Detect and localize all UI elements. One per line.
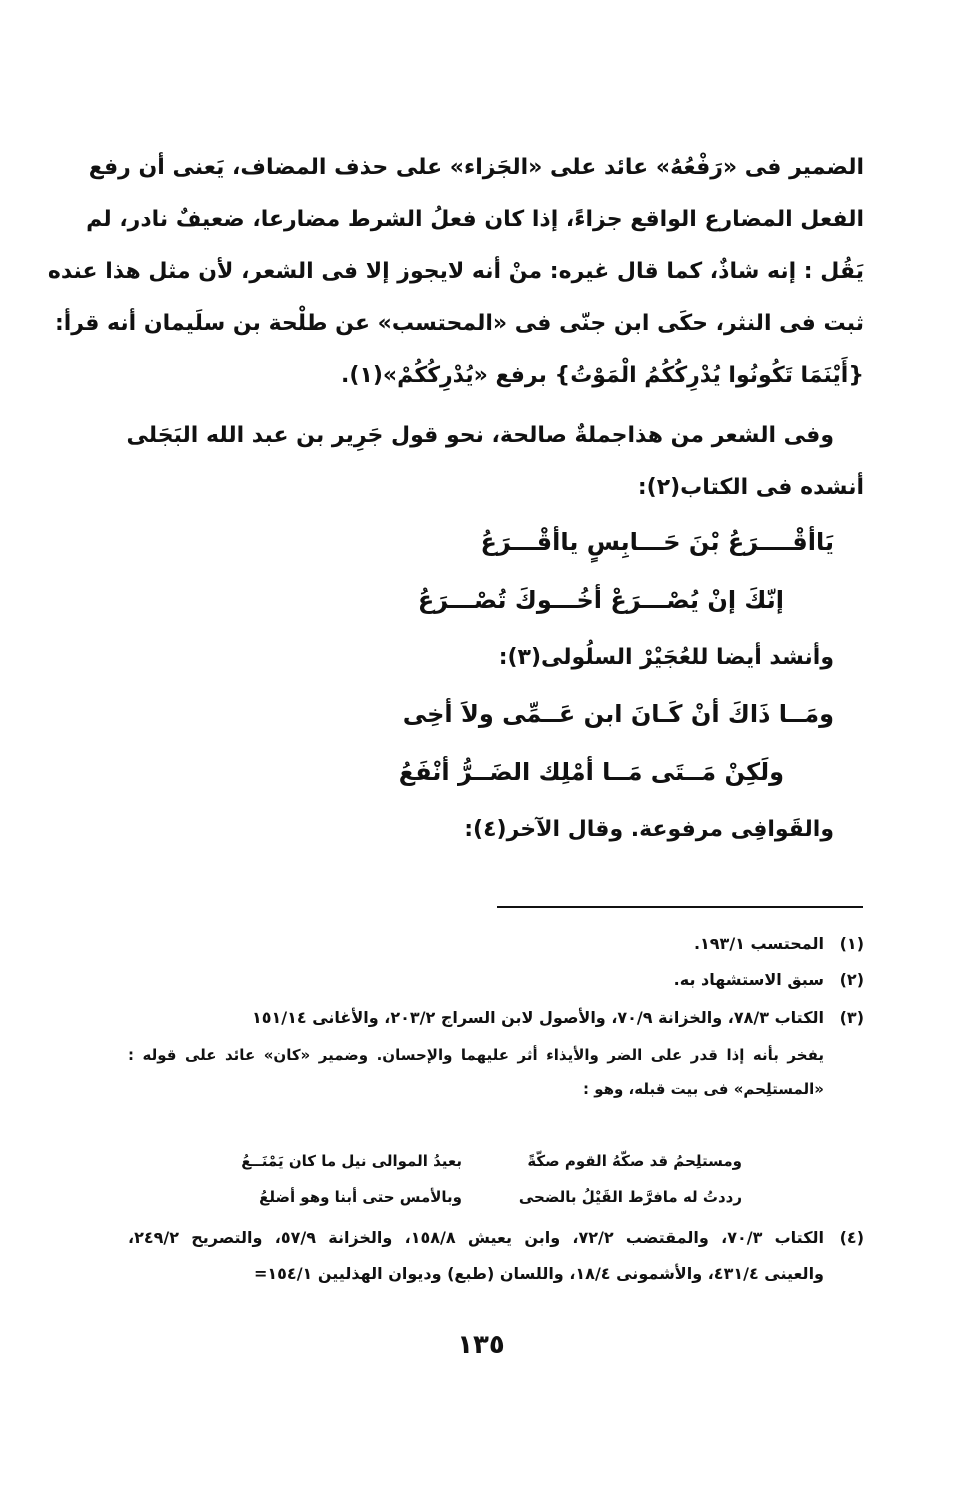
footnote-4 [128, 1228, 864, 1252]
footnote-2 [128, 970, 864, 994]
footnote-text: سبق الاستشهاد به. [673, 970, 824, 989]
footnote-text: المحتسب ١٩٣/١. [693, 934, 824, 953]
footnote-1 [128, 934, 864, 958]
para2-line-1: وفى الشعر من هذاجملةٌ صالحة، نحو قول جَرِير بن عبد الله البَجَلى [126, 423, 834, 448]
footnote-4-cont-1: والعينى ٤٣١/٤، والأشمونى ١٨/٤، واللسان (طبع) وديوان الهذليين ١٥٤/١= [253, 1264, 824, 1283]
verse1-line-2: إنّكَ إنْ يُصْـــرَعْ أخُـــوكَ تُصْـــرَعُ [417, 586, 784, 614]
intro2-line: وأنشد أيضا للعُجَيْرْ السلُولى(٣): [498, 645, 834, 670]
footnote-poem-hemistich-1a: ومستلِحمُ قد صكّهُ القوم صكّةً [527, 1152, 742, 1170]
page-number: ١٣٥ [457, 1330, 505, 1360]
footnote-poem-hemistich-2a: رددتُ له مافرَّط القَيْلُ بالضحى [518, 1188, 742, 1206]
verse2-line-1: ومَــا ذَاكَ أنْ كَـانَ ابن عَــمِّى ولاَ أخِى [402, 700, 834, 728]
para2-line-2: أنشده فى الكتاب(٢): [637, 475, 864, 500]
footnote-text: الكتاب ٧٠/٣، والمقتضب ٧٢/٢، وابن يعيش ١٥٨/٨، والخزانة ٥٧/٩، والتصريح ٢٤٩/٢، [128, 1228, 825, 1247]
footnote-3-cont-2: «المستلِحم» فى بيت قبله، وهو : [582, 1080, 824, 1098]
footnote-text: الكتاب ٧٨/٣، والخزانة ٧٠/٩، والأصول لابن السراج ٢٠٣/٢، والأغانى ١٥١/١٤ [251, 1008, 824, 1027]
footnote-poem-hemistich-2b: وبالأمس حتى أبنا وهو أضلعُ [259, 1188, 462, 1206]
footnote-3-cont-1: يفخر بأنه إذا قدر على الضر والأيذاء أثر عليهما والإحسان. وضمير «كان» عائد على قوله : [128, 1046, 824, 1064]
footnote-number: (٣) [839, 1008, 864, 1027]
body-line-3: يَقُل : إنه شاذٌ، كما قال غيره: منْ أنه لايجوز إلا فى الشعر، لأن مثل هذا عنده [47, 259, 864, 284]
body-line-2: الفعل المضارع الواقع جزاءً، إذا كان فعلُ الشرط مضارعا، ضعيفٌ نادر، لم [86, 207, 864, 232]
footnote-number: (٢) [839, 970, 864, 989]
verse2-line-2: ولَكِنْ مَــتَى مَــا أمْلِك الضَــرُّ أنْفَعُ [398, 758, 784, 786]
footnote-poem-hemistich-1b: بعيدُ الموالى نيل ما كان يَمْنَــعُ [241, 1152, 462, 1170]
body-line-4: ثبت فى النثر، حكَى ابن جنّى فى «المحتسب» عن طلْحة بن سلَيمان أنه قرأ: [54, 311, 864, 336]
footnote-divider [497, 906, 863, 908]
closing-line: والقَوافِى مرفوعة. وقال الآخر(٤): [464, 817, 834, 842]
footnote-number: (٤) [839, 1228, 864, 1247]
verse1-line-1: يَاأقْــــرَعُ بْنَ حَـــابِسٍ ياأقْـــرَعُ [480, 528, 834, 556]
footnote-3 [128, 1008, 864, 1032]
footnote-number: (١) [839, 934, 864, 953]
body-line-5: {أَيْنَمَا تَكُونُوا يُدْرِكُكُمُ الْمَوْتُ} برفع «يُدْرِكُكُمْ»(١). [341, 363, 864, 388]
body-line-1: الضمير فى «رَفْعُهُ» عائد على «الجَزاء» على حذف المضاف، يَعنى أن رفع [88, 155, 864, 180]
